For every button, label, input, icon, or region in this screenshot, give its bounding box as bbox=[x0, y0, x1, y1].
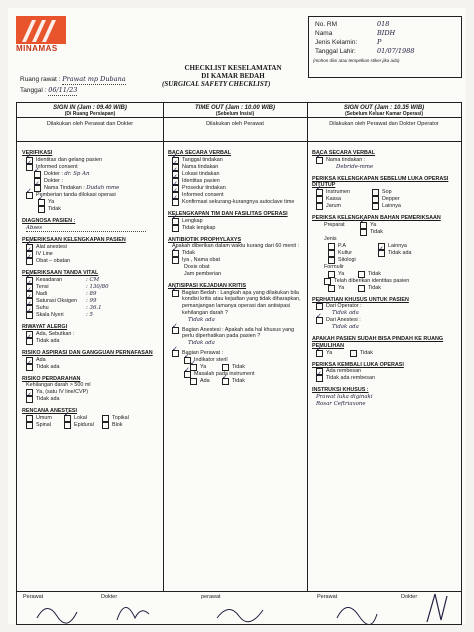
checkbox[interactable] bbox=[172, 290, 179, 297]
item-label: Tidak bbox=[232, 364, 245, 371]
item-label: Dosis obat bbox=[184, 264, 210, 271]
time-out-performer: Dilakukan oleh Perawat bbox=[163, 118, 307, 142]
checkbox[interactable] bbox=[190, 378, 197, 385]
kelengkapan-heading: KELENGKAPAN TIM DAN FASILITAS OPERASI bbox=[168, 210, 288, 217]
item-label: Ya bbox=[326, 349, 333, 356]
signature-perawat-1[interactable]: Perawat bbox=[23, 594, 44, 600]
item-label: Dokter : bbox=[44, 177, 63, 184]
checkbox[interactable] bbox=[26, 338, 33, 345]
item-label: autoclave time bbox=[259, 198, 295, 205]
checkbox[interactable] bbox=[328, 243, 335, 250]
checkbox[interactable] bbox=[34, 185, 41, 192]
item-label: Tidak lengkap bbox=[182, 224, 216, 231]
ruang-label: Ruang rawat : bbox=[20, 76, 61, 83]
ttv-value[interactable]: : 36.1 bbox=[86, 305, 102, 312]
handwritten-note[interactable]: Tidak ada bbox=[188, 340, 215, 347]
tanggal-value[interactable]: 06/11/23 bbox=[48, 86, 78, 94]
ttv-heading: PEMERIKSAAN TANDA VITAL bbox=[22, 270, 99, 277]
handwritten-note[interactable]: Tidak ada bbox=[188, 316, 215, 323]
item-label: Preparat bbox=[324, 222, 345, 229]
checkbox[interactable] bbox=[64, 415, 71, 422]
checkbox[interactable] bbox=[38, 199, 45, 206]
signature-dokter-3[interactable]: Dokter bbox=[401, 594, 418, 600]
baca-verbal-heading: BACA SECARA VERBAL bbox=[312, 150, 376, 156]
diagnosa-heading: DIAGNOSA PASIEN : bbox=[22, 217, 76, 224]
khusus-heading: PERHATIAN KHUSUS UNTUK PASIEN bbox=[312, 296, 409, 303]
diagnosa-value[interactable]: Abses bbox=[26, 225, 146, 233]
item-label: Dari Operator : bbox=[326, 303, 362, 310]
kembali-heading: PERIKSA KEMBALI LUKA OPERASI bbox=[312, 361, 404, 368]
item-label: Tidak bbox=[48, 205, 61, 212]
brand-name: MINAMAS bbox=[16, 44, 58, 53]
checkbox[interactable] bbox=[172, 218, 179, 225]
sign-in-performer: Dilakukan oleh Perawat dan Dokter bbox=[17, 118, 163, 142]
handwritten-note[interactable]: Prawat luka diginaki bbox=[316, 394, 373, 401]
checkbox[interactable] bbox=[360, 222, 367, 229]
no-rm-label: No. RM bbox=[315, 21, 338, 28]
checkbox[interactable] bbox=[172, 350, 179, 357]
checkbox[interactable] bbox=[102, 415, 109, 422]
item-label: Ya bbox=[338, 284, 345, 291]
checkbox[interactable] bbox=[328, 285, 335, 292]
sign-in-column bbox=[17, 103, 164, 591]
nama-label: Nama bbox=[315, 30, 333, 37]
baca-verbal-heading: BACA SECARA VERBAL bbox=[168, 150, 232, 156]
checkbox[interactable] bbox=[34, 171, 41, 178]
title-line-2: DI KAMAR BEDAH bbox=[201, 72, 265, 80]
item-label: Lokasi tindakan bbox=[182, 170, 220, 177]
ttv-label: Skala Nyeri bbox=[36, 312, 64, 319]
anestesi-heading: RENCANA ANESTESI bbox=[22, 408, 78, 415]
bedah-question: Bagian Bedah : Langkah apa yang dilakukan bila kondisi kritis atau kejadian yang tidak diharapkan, pemanjangan lamanya operasi dan antisipasi kehilangan darah ? bbox=[182, 289, 301, 316]
checkbox[interactable] bbox=[372, 196, 379, 203]
item-label: Telah diberikan identitas pasien bbox=[334, 277, 410, 284]
item-label: Ya, (satu IV line/CVP) bbox=[36, 389, 89, 396]
item-label: Identitas dan gelang pasien bbox=[36, 156, 102, 163]
checkbox[interactable] bbox=[358, 271, 365, 278]
item-label: Kultur bbox=[338, 249, 353, 256]
item-label: Umum bbox=[36, 415, 52, 422]
item-label: Indikator steril bbox=[194, 357, 228, 364]
jk-label: Jenis Kelamin: bbox=[315, 39, 358, 46]
item-label: Tidak ada bbox=[36, 337, 60, 344]
time-out-header bbox=[163, 103, 307, 118]
item-label: Dari Anestesi : bbox=[326, 317, 361, 324]
ttv-value[interactable]: : CM bbox=[86, 277, 100, 284]
antisipasi-heading: ANTISIPASI KEJADIAN KRITIS bbox=[168, 282, 247, 289]
checkbox[interactable] bbox=[378, 250, 385, 257]
anestesi-question: Bagian Anestesi : Apakah ada hal khusus yang perlu diperhatikan pada pasien ? bbox=[182, 326, 295, 340]
item-label: Prosedur tindakan bbox=[182, 184, 226, 191]
item-label: Tidak ada bbox=[36, 396, 60, 403]
checkbox[interactable] bbox=[372, 189, 379, 196]
checkbox[interactable] bbox=[26, 312, 33, 319]
sign-out-header bbox=[307, 103, 461, 118]
perdarahan-heading: RISIKO PERDARAHAN bbox=[22, 375, 81, 382]
item-label: Ada bbox=[36, 356, 46, 363]
item-label: Sop bbox=[382, 189, 392, 196]
ttv-label: Saturasi Oksigen bbox=[36, 298, 78, 305]
handwritten-note: Dudah mme bbox=[86, 184, 120, 191]
tanggal-label: Tanggal : bbox=[20, 87, 47, 94]
checkbox[interactable] bbox=[328, 257, 335, 264]
item-label: Iya , Nama obat bbox=[182, 257, 221, 264]
checkbox[interactable] bbox=[222, 378, 229, 385]
tgl-lahir-value[interactable]: 01/07/1988 bbox=[377, 47, 415, 55]
item-label: Obat – obatan bbox=[36, 258, 71, 265]
item-label: P.A bbox=[338, 242, 346, 249]
patient-note: (mohon diisi atau tempelkan stiker jika ada) bbox=[313, 58, 400, 63]
item-label: Tidak bbox=[368, 284, 381, 291]
item-label: Informed consent bbox=[182, 191, 224, 198]
checkbox[interactable] bbox=[26, 192, 33, 199]
checkbox[interactable] bbox=[172, 250, 179, 257]
tgl-lahir-label: Tanggal Lahir: bbox=[315, 48, 356, 55]
checkbox[interactable] bbox=[324, 278, 331, 285]
aspirasi-heading: RISIKO ASPIRASI DAN GANGGUAN PERNAFASAN bbox=[22, 349, 153, 356]
item-label: Ya bbox=[338, 270, 345, 277]
time-out-title: TIME OUT (Jam : 10.00 WIB) bbox=[194, 105, 275, 111]
form-page bbox=[8, 8, 466, 624]
item-label: Depper bbox=[382, 196, 400, 203]
logo-stripes-icon bbox=[16, 16, 66, 44]
perawat-question: Bagian Perawat : bbox=[182, 350, 224, 357]
jk-value[interactable]: P bbox=[377, 38, 382, 46]
sign-out-performer: Dilakukan oleh Perawat dan Dokter Operator bbox=[307, 118, 461, 142]
item-label: Dokter : bbox=[44, 170, 63, 177]
item-label: Tidak bbox=[360, 349, 373, 356]
checkbox[interactable] bbox=[350, 350, 357, 357]
item-label: Nama tindakan : bbox=[326, 156, 366, 163]
ttv-value[interactable]: : 99 bbox=[86, 298, 97, 305]
item-label: Formulir bbox=[324, 263, 344, 270]
brand-logo bbox=[16, 16, 66, 56]
item-label: Tidak bbox=[182, 250, 195, 257]
item-label: Tidak bbox=[232, 378, 245, 385]
handwritten-note: dr. Sp An bbox=[64, 170, 90, 177]
ttv-label: Kesadaran bbox=[36, 277, 63, 284]
item-label: Kassa bbox=[326, 196, 341, 203]
checkbox[interactable] bbox=[190, 364, 197, 371]
time-out-sub: (Sebelum Insisi) bbox=[215, 111, 255, 117]
verifikasi-heading: VERIFIKASI bbox=[22, 150, 53, 156]
checkbox[interactable] bbox=[172, 199, 179, 206]
item-label: Tidak ada rembesan bbox=[326, 375, 375, 382]
item-label: Tidak bbox=[368, 270, 381, 277]
item-label: Spinal bbox=[36, 422, 51, 429]
item-label: Konfirmasi sekurang-kurangnya bbox=[182, 198, 259, 205]
item-label: Nama Tindakan : bbox=[44, 184, 85, 191]
item-label: Pemberian tanda dilokasi operasi bbox=[36, 191, 116, 198]
checkbox[interactable] bbox=[64, 422, 71, 429]
sign-out-sub: (Sebelum Keluar Kamar Operasi) bbox=[344, 111, 424, 117]
item-label: Lengkap bbox=[182, 217, 203, 224]
logo-graphic bbox=[16, 16, 66, 44]
item-label: Ya bbox=[370, 222, 377, 229]
item-label: Lainnya bbox=[388, 242, 407, 249]
item-label: Tidak ada bbox=[36, 363, 60, 370]
item-label: Instrumen bbox=[326, 189, 350, 196]
antibiotik-question: Apakah diberikan dalam waktu kurang dari 60 menit : bbox=[172, 243, 300, 250]
handwritten-note[interactable]: Tidak ada bbox=[332, 324, 359, 331]
item-label: Blok bbox=[112, 422, 123, 429]
checkbox[interactable] bbox=[316, 375, 323, 382]
sign-out-column bbox=[307, 103, 461, 591]
signature-strokes bbox=[17, 590, 461, 624]
item-label: Tanggal tindakan bbox=[182, 156, 223, 163]
checkbox[interactable] bbox=[222, 364, 229, 371]
item-label: Epidural bbox=[74, 422, 94, 429]
pindah-heading: APAKAH PASIEN SUDAH BISA PINDAH KE RUANG PEMULIHAN bbox=[312, 335, 444, 349]
checkbox[interactable] bbox=[172, 257, 179, 264]
checkbox[interactable] bbox=[328, 271, 335, 278]
handwritten-note[interactable]: Rosar Ceftriaxone bbox=[316, 400, 366, 407]
item-label: Kehilangan darah > 500 ml bbox=[26, 382, 91, 389]
checkbox[interactable] bbox=[172, 225, 179, 232]
time-out-column bbox=[163, 103, 308, 591]
item-label: Sitologi bbox=[338, 256, 356, 263]
ttv-value[interactable]: : 130/80 bbox=[86, 284, 109, 291]
signature-dokter-1[interactable]: Dokter bbox=[101, 594, 118, 600]
checkbox[interactable] bbox=[26, 415, 33, 422]
item-label: Ada bbox=[200, 378, 210, 385]
item-label: Lainnya bbox=[382, 203, 401, 210]
item-label: Topikal bbox=[112, 415, 129, 422]
sign-out-title: SIGN OUT (Jam : 10.35 WIB) bbox=[343, 105, 425, 111]
checkbox[interactable] bbox=[26, 396, 33, 403]
sign-in-header bbox=[17, 103, 163, 118]
form-title bbox=[158, 64, 308, 88]
item-label: Tidak ada bbox=[388, 249, 412, 256]
nama-value[interactable]: BIDH bbox=[377, 29, 396, 37]
item-label: Jam pemberian bbox=[184, 270, 222, 277]
checkbox[interactable] bbox=[316, 196, 323, 203]
checkbox[interactable] bbox=[184, 371, 191, 378]
checkbox[interactable] bbox=[372, 203, 379, 210]
checkbox[interactable] bbox=[316, 350, 323, 357]
checkbox[interactable] bbox=[102, 422, 109, 429]
item-label: Alat anestesi bbox=[36, 244, 67, 251]
item-label: Ya bbox=[48, 198, 55, 205]
item-label: Lokal bbox=[74, 415, 87, 422]
item-label: Informed consent bbox=[36, 163, 78, 170]
ttv-label: Nadi bbox=[36, 291, 48, 298]
checkbox[interactable] bbox=[360, 229, 367, 236]
sign-in-sub: (Di Ruang Persiapan) bbox=[64, 111, 116, 117]
checkbox[interactable] bbox=[316, 189, 323, 196]
item-label: Ada, Sebutkan : bbox=[36, 330, 75, 337]
item-label: Jenis bbox=[324, 235, 337, 242]
luka-heading: PERIKSA KELENGKAPAN SEBELUM LUKA OPERASI DITUTUP bbox=[312, 175, 449, 189]
item-label: Nama tindakan bbox=[182, 163, 219, 170]
ruang-value[interactable]: Prawat mp Dubana bbox=[62, 75, 126, 83]
checkbox[interactable] bbox=[358, 285, 365, 292]
handwritten-note[interactable]: Debride-mme bbox=[336, 163, 374, 170]
instruksi-heading: INSTRUKSI KHUSUS : bbox=[312, 387, 369, 394]
signature-row bbox=[16, 590, 462, 625]
checkbox[interactable] bbox=[316, 303, 323, 310]
item-label: Ya bbox=[200, 364, 207, 371]
checkbox[interactable] bbox=[328, 250, 335, 257]
title-line-3: (SURGICAL SAFETY CHECKLIST) bbox=[162, 80, 271, 88]
pemeriksaan-heading: PEMERIKSAAN KELENGKAPAN PASIEN bbox=[22, 237, 126, 244]
item-label: Ada rembesan bbox=[326, 368, 362, 375]
handwritten-note[interactable]: Tidak ada bbox=[332, 310, 359, 317]
checkbox[interactable] bbox=[26, 164, 33, 171]
patient-box bbox=[308, 16, 462, 78]
alergi-heading: RIWAYAT ALERGI bbox=[22, 323, 68, 330]
no-rm-value[interactable]: 018 bbox=[377, 20, 390, 28]
checkbox[interactable] bbox=[316, 203, 323, 210]
checkbox[interactable] bbox=[316, 317, 323, 324]
item-label: IV Line bbox=[36, 251, 53, 258]
checkbox[interactable] bbox=[172, 327, 179, 334]
bahan-heading: PERIKSA KELENGKAPAN BAHAN PEMERIKSAAN bbox=[312, 215, 441, 222]
checkbox[interactable] bbox=[38, 206, 45, 213]
sign-in-title: SIGN IN (Jam : 09.40 WIB) bbox=[53, 105, 127, 111]
ttv-label: Suhu bbox=[36, 305, 49, 312]
item-label: Jarum bbox=[326, 203, 341, 210]
ttv-label: Tensi bbox=[36, 284, 49, 291]
item-label: Identitas pasien bbox=[182, 177, 220, 184]
ttv-value[interactable]: : 5 bbox=[86, 312, 93, 319]
checklist-grid bbox=[16, 102, 462, 592]
checkbox[interactable] bbox=[26, 364, 33, 371]
ttv-value[interactable]: : 89 bbox=[86, 291, 97, 298]
item-label: Tidak bbox=[370, 229, 383, 236]
signature-perawat-3[interactable]: Perawat bbox=[317, 594, 338, 600]
checkbox[interactable] bbox=[26, 258, 33, 265]
item-label: Masalah pada instrument bbox=[194, 371, 255, 378]
antibiotik-heading: ANTIBIOTIK PROPHYLAXYS bbox=[168, 236, 242, 243]
title-line-1: CHECKLIST KESELAMATAN bbox=[184, 64, 282, 72]
signature-perawat-2[interactable]: perawat bbox=[201, 594, 221, 600]
checkbox[interactable] bbox=[316, 157, 323, 164]
ruang-info bbox=[20, 74, 126, 96]
checkbox[interactable] bbox=[26, 422, 33, 429]
